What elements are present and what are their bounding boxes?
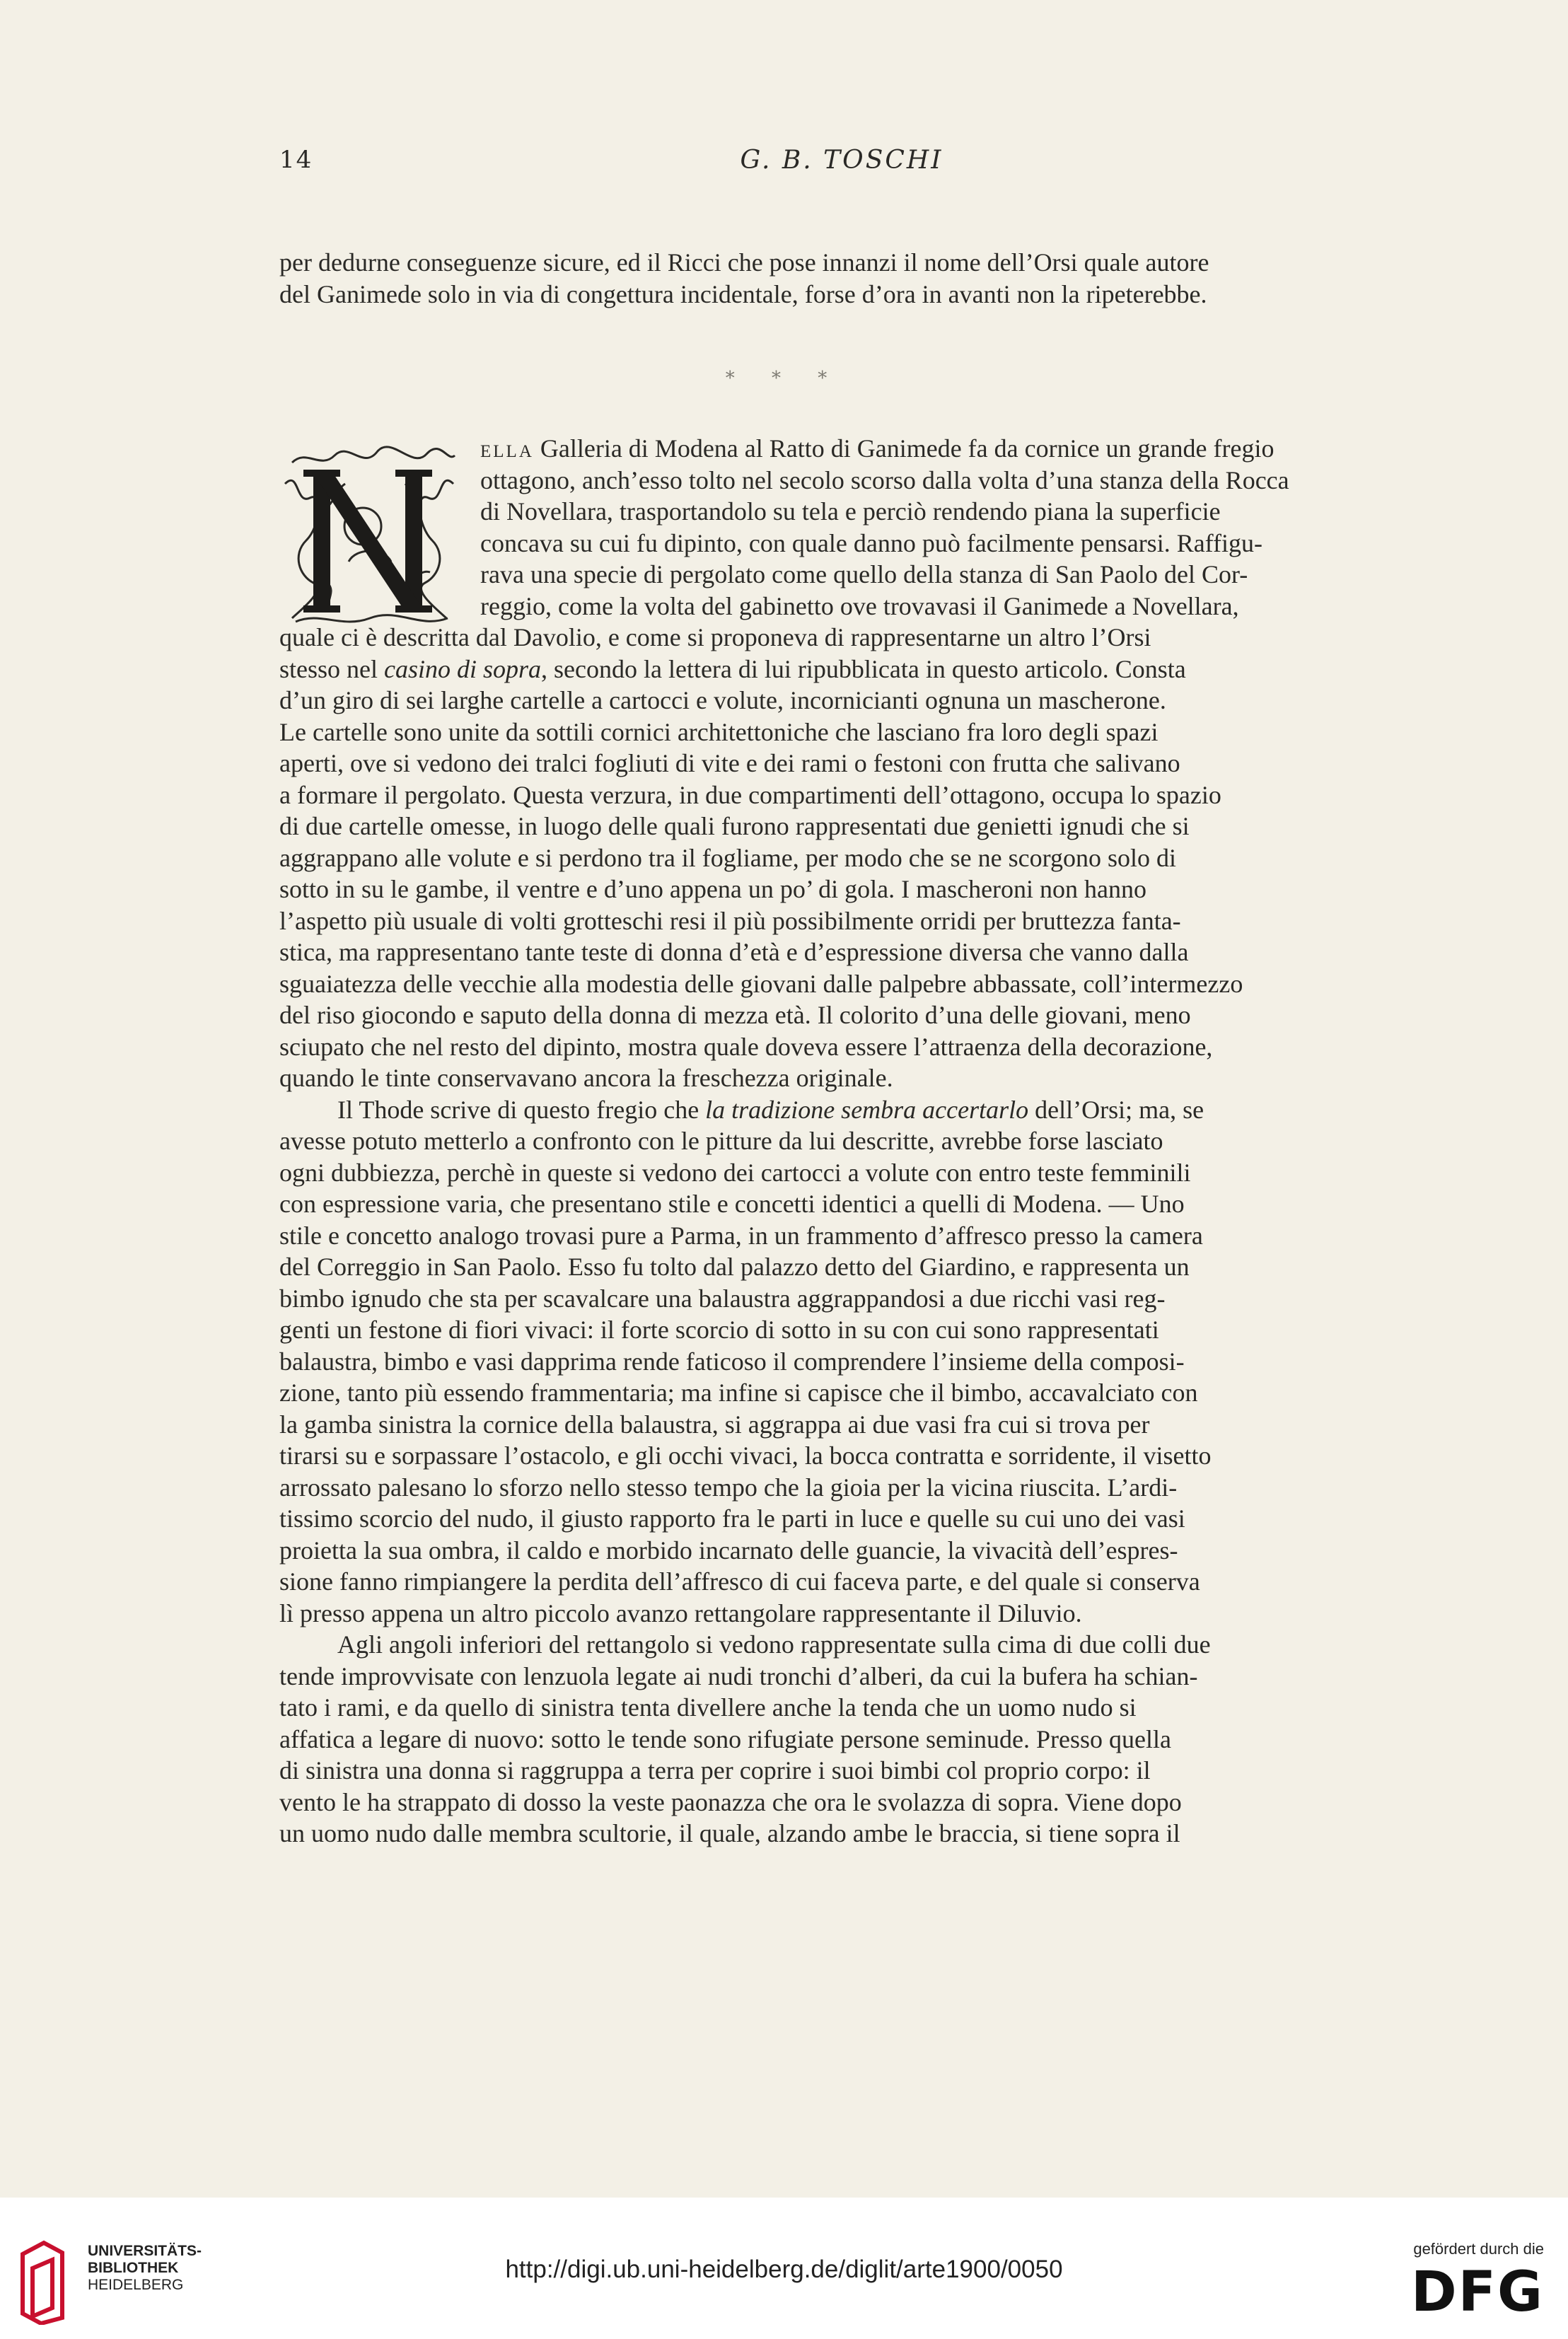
text-line: quando le tinte conservavano ancora la freschezza originale. [279, 1064, 893, 1092]
text-line: di sinistra una donna si raggruppa a terra per coprire i suoi bimbi col proprio corpo: il [279, 1756, 1151, 1784]
text-line: bimbo ignudo che sta per scavalcare una balaustra aggrappandosi a due ricchi vasi reg- [279, 1284, 1166, 1313]
text-line: con espressione varia, che presentano stile e concetti identici a quelli di Modena. — Uno [279, 1190, 1185, 1218]
section-asterism: * * * [725, 368, 843, 389]
text-line: la gamba sinistra la cornice della balaustra, si aggrappa ai due vasi fra cui si trova per [279, 1410, 1150, 1439]
page-number: 14 [279, 146, 313, 174]
small-caps-lead: ella [480, 434, 534, 463]
text-line: aperti, ove si vedono dei tralci fogliuti di vite e dei rami o festoni con frutta che salivano [279, 749, 1180, 777]
text-line: aggrappano alle volute e si perdono tra il fogliame, per modo che se ne scorgono solo di [279, 843, 1176, 872]
text-line: di Novellara, trasportandolo su tela e perciò rendendo piana la superficie [480, 497, 1221, 526]
main-body [279, 433, 1404, 1850]
text-line: del riso giocondo e saputo della donna di mezza età. Il colorito d’una delle giovani, meno [279, 1001, 1191, 1029]
text-line: sguaiatezza delle vecchie alla modestia delle giovani dalle palpebre abbassate, coll’intermezzo [279, 969, 1243, 998]
text-line: per dedurne conseguenze sicure, ed il Ricci che pose innanzi il nome dell’Orsi quale autore [279, 248, 1209, 277]
text-line: del Correggio in San Paolo. Esso fu tolto dal palazzo detto del Giardino, e rappresenta un [279, 1253, 1190, 1281]
dfg-logo-icon: DFG [1410, 2260, 1544, 2324]
text-line: sciupato che nel resto del dipinto, mostra quale doveva essere l’attraenza della decorazione, [279, 1032, 1213, 1061]
text-line: tato i rami, e da quello di sinistra tenta divellere anche la tenda che un uomo nudo si [279, 1693, 1137, 1722]
text-line: tissimo scorcio del nudo, il giusto rapporto fra le parti in luce e quelle su cui uno dei vasi [279, 1504, 1185, 1533]
text-line: ogni dubbiezza, perchè in queste si vedono dei cartocci a volute con entro teste femminili [279, 1158, 1191, 1187]
text-line: avesse potuto metterlo a confronto con le pitture da lui descritte, avrebbe forse lasciato [279, 1127, 1163, 1155]
text-line: Agli angoli inferiori del rettangolo si vedono rappresentate sulla cima di due colli due [337, 1630, 1211, 1659]
text-line: rava una specie di pergolato come quello della stanza di San Paolo del Cor- [480, 560, 1248, 588]
text-line: un uomo nudo dalle membra scultorie, il quale, alzando ambe le braccia, si tiene sopra il [279, 1819, 1180, 1847]
text-line: lì presso appena un altro piccolo avanzo rettangolare rappresentante il Diluvio. [279, 1598, 1082, 1627]
text-line: quale ci è descritta dal Davolio, e come si proponeva di rappresentarne un altro l’Orsi [279, 623, 1151, 651]
source-url-link[interactable]: http://digi.ub.uni-heidelberg.de/diglit/arte1900/0050 [505, 2256, 1063, 2283]
running-head: G. B. TOSCHI [740, 146, 943, 175]
text-line: sione fanno rimpiangere la perdita dell’affresco di cui faceva parte, e del quale si conserva [279, 1567, 1200, 1596]
text-line: Il Thode scrive di questo fregio che la tradizione sembra accertarlo dell’Orsi; ma, se [337, 1095, 1204, 1124]
text-line: reggio, come la volta del gabinetto ove trovavasi il Ganimede a Novellara, [480, 591, 1239, 620]
text-line: d’un giro di sei larghe cartelle a cartocci e volute, incornicianti ognuna un mascherone. [279, 686, 1166, 714]
text-line: a formare il pergolato. Questa verzura, in due compartimenti dell’ottagono, occupa lo spazio [279, 780, 1221, 809]
funding-caption: gefördert durch die [1413, 2240, 1544, 2258]
text-line: stesso nel casino di sopra, secondo la lettera di lui ripubblicata in questo articolo. Consta [279, 654, 1186, 683]
text-line: vento le ha strappato di dosso la veste paonazza che ora le svolazza di sopra. Viene dopo [279, 1787, 1182, 1816]
funding-credit [1381, 2240, 1544, 2322]
text-line: zione, tanto più essendo frammentaria; ma infine si capisce che il bimbo, accavalciato con [279, 1379, 1198, 1407]
text-line: genti un festone di fiori vivaci: il forte scorcio di sotto in su con cui sono rappresentati [279, 1316, 1159, 1344]
top-paragraph [279, 247, 1404, 310]
text-line: stica, ma rappresentano tante teste di donna d’età e d’espressione diversa che vanno dalla [279, 938, 1189, 966]
text-line: tende improvvisate con lenzuola legate ai nudi tronchi d’alberi, da cui la bufera ha schian- [279, 1661, 1198, 1690]
text-line: del Ganimede solo in via di congettura incidentale, forse d’ora in avanti non la ripeterebbe. [279, 279, 1207, 308]
text-line: affatica a legare di nuovo: sotto le tende sono rifugiate persone seminude. Presso quella [279, 1724, 1171, 1753]
text-line: tirarsi su e sorpassare l’ostacolo, e gli occhi vivaci, la bocca contratta e sorridente, il visetto [279, 1441, 1212, 1470]
library-name: UNIVERSITÄTS- BIBLIOTHEK HEIDELBERG [88, 2243, 202, 2293]
text-line: Le cartelle sono unite da sottili cornici architettoniche che lasciano fra loro degli spazi [279, 717, 1158, 746]
text-line: di due cartelle omesse, in luogo delle quali furono rappresentati due genietti ignudi che si [279, 812, 1190, 840]
text-line: ottagono, anch’esso tolto nel secolo scorso dalla volta d’una stanza della Rocca [480, 465, 1289, 494]
italic-phrase: la tradizione sembra accertarlo [705, 1095, 1029, 1124]
text-line: proietta la sua ombra, il caldo e morbido incarnato delle guancie, la vivacità dell’espres- [279, 1536, 1178, 1565]
digitization-footer [0, 2198, 1568, 2339]
page-header [279, 146, 1404, 181]
text-line: balaustra, bimbo e vasi dapprima rende faticoso il comprendere l’insieme della composi- [279, 1347, 1185, 1376]
text-line: ella Galleria di Modena al Ratto di Ganimede fa da cornice un grande fregio [480, 434, 1274, 463]
text-line: l’aspetto più usuale di volti grotteschi resi il più possibilmente orridi per bruttezza fanta- [279, 906, 1181, 935]
text-line: sotto in su le gambe, il ventre e d’uno appena un po’ di gola. I mascheroni non hanno [279, 875, 1147, 903]
text-line: arrossato palesano lo sforzo nello stesso tempo che la gioia per la vicina riuscita. L’ardi- [279, 1473, 1178, 1502]
text-line: stile e concetto analogo trovasi pure a Parma, in un frammento d’affresco presso la camera [279, 1221, 1203, 1250]
italic-phrase: casino di sopra [384, 654, 542, 683]
text-line: concava su cui fu dipinto, con quale danno può facilmente pensarsi. Raffigu- [480, 528, 1262, 557]
